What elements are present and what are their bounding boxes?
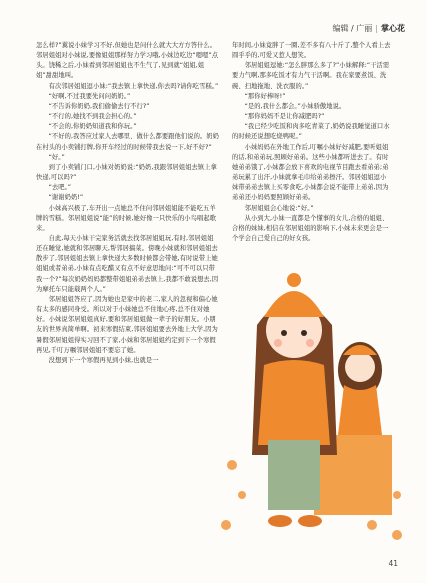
girl-illustration — [212, 235, 412, 555]
paragraph: 没想到下一个寒假再见到小妹,也就是一 — [48, 356, 159, 364]
left-blush — [274, 339, 282, 347]
girl-hat — [264, 291, 324, 317]
paragraph: “那你妈妈不是让你减肥吗?” — [244, 113, 325, 121]
editor-label: 编辑 / 广丽 — [332, 24, 373, 33]
right-blush — [306, 339, 314, 347]
header-divider: | — [375, 24, 378, 33]
paragraph: 邻居姐姐逗她:“怎么胖那么多了?”小妹解释:“干活需要力气啊,那多吃饭才有力气干活啊。我在家要煮饭、洗碗、扫地拖地、洗衣服的。” — [232, 62, 390, 90]
paragraph: “不好的,我答应过家人去哪里、做什么都要跟他们说的。奶奶在村头的小卖铺打牌,你开车经过的时候带我去说一下,好不好?” — [36, 133, 219, 151]
paragraph: “我已经少吃饭和肉多吃青菜了,奶奶说我睡觉道口水的时候还说想吃烧鸭呢。” — [232, 123, 390, 141]
girl-pants — [268, 440, 320, 510]
right-eye — [301, 330, 307, 336]
paragraph: 邻居姐姐会心地说:“好。” — [244, 204, 314, 212]
column-title: 掌心花 — [381, 24, 405, 33]
paragraph: 邻居姐姐答应了,因为她也是家中的老二,家人的忽视和偏心她有太多的感同身受。所以对于小妹她总不住地心疼,总不住对她好。小妹说邻居姐姐真好,要和邻居姐姐做一辈子的好朋友。小朋友的世界真简单啊。初来寒假结束,邻居姐姐要去外地上大学,因为暑假邻居姐姐得实习回不了家,小妹和邻居姐姐约定到下一个寒假再见,千叮万嘱邻居姐姐不要忘了她。 — [36, 295, 218, 354]
paragraph: 小妹高兴极了,车开出一点她总不住问邻居姐姐能不能吃五羊牌的雪糕。邻居姐姐说“能”的时候,她好像一只快乐的小鸟唱起歌来。 — [36, 204, 217, 232]
paragraph: 有次邻居姐姐逗小妹:“我去镇上拿快递,你去吗?请你吃雪糕。” — [48, 82, 219, 90]
small-girl-face — [345, 352, 375, 382]
paragraph: 小妹妈妈在外地工作后,叮嘱小妹好好减肥,要听姐姐的话,和弟弟玩,照顾好弟弟。这些小妹都听进去了。有时她弟弟饿了,小妹都会放下喜欢的电视节目跑去看弟弟;弟弟玩累了出汗,小妹就拿毛巾给弟弟擦汗。邻居姐姐逗小妹带弟弟去镇上买零食吃,小妹都会说不能带上弟弟,因为弟弟还小妈妈要照顾好弟弟。 — [232, 143, 389, 202]
paragraph: “谢谢奶奶!” — [48, 194, 84, 202]
left-text-column — [36, 41, 219, 366]
paragraph: 年时间,小妹竟胖了一圈,差不多有八十斤了,整个人看上去圆乎乎的,可爱又惹人想笑。 — [232, 42, 391, 60]
left-shoe — [268, 515, 292, 527]
paragraph: “好啊,不过我要先问问奶奶。” — [48, 92, 131, 100]
small-girl-dress — [338, 385, 382, 435]
hat-pompom — [287, 273, 301, 287]
paragraph: “去吧。” — [48, 184, 72, 192]
paragraph: 自此,每天小妹干完家务活就去找邻居姐姐玩,有时,邻居姐姐还在睡觉,她就和邻居聊天,帮邻居搞菜。傍晚小妹就和邻居姐姐去散步了,邻居姐姐去镇上拿快递大多数时候都会带她,有时说带上她姐姐或者弟弟,小妹有点吃醋又有点不好意思地问:“可不可以只带我一个?”每次奶奶妈妈都整带姐姐弟弟去镇上,我都不敢说想去,因为摩托车只能载两个人。” — [36, 234, 219, 293]
paragraph: “那你好棒呀!” — [244, 92, 286, 100]
paragraph: “好。” — [48, 153, 65, 161]
paragraph: “不行的,她找不到我会担心的。” — [48, 113, 137, 121]
paragraph: 怎么样?”翼说小妹学习不好,但她也是问什么就大大方方答什么。邻居姐姐对小妹说,要像姐姐那样努力学习哦,小妹边吃边“嗯嗯”点头。饶稀之后,小妹看到邻居姐姐也不生气了,见到就“姐姐,姐姐”甜甜地叫。 — [36, 42, 219, 80]
page-number: 41 — [388, 559, 398, 568]
right-text-column — [232, 41, 392, 244]
left-eye — [281, 330, 287, 336]
paragraph: “不告诉你奶奶,我们偷偷去行不行?” — [48, 102, 150, 110]
paragraph: 从小到大,小妹一直都是个懂事的女儿,合格的姐姐、合格的妹妹,相信在邻居姐姐的影响下,小妹未来更会是一个学会自己爱自己的好女孩。 — [232, 214, 389, 242]
paragraph: “不会的,你奶奶知道我和你玩。” — [48, 123, 137, 131]
paragraph: 到了小卖铺门口,小妹对奶奶说:“奶奶,我跟邻居姐姐去镇上拿快递,可以吗?” — [36, 163, 217, 182]
paragraph: “是的,我什么都会。”小妹骄傲地说。 — [244, 102, 346, 110]
right-shoe — [298, 515, 322, 527]
girl-sweater — [258, 360, 330, 445]
page-header — [333, 23, 405, 34]
